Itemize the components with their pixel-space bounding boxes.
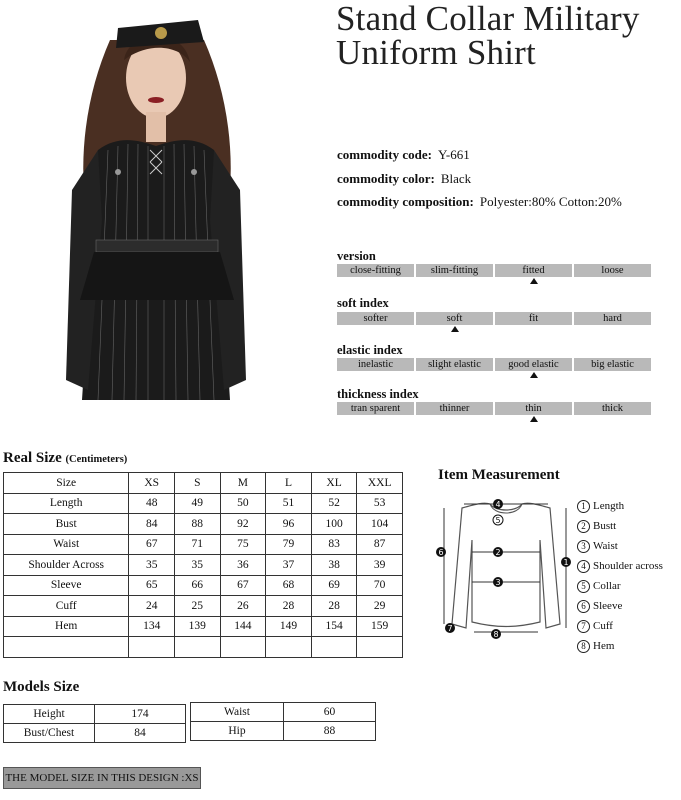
table-cell: 39 (357, 555, 403, 576)
index-soft-label: soft index (337, 296, 389, 310)
spec-color (337, 171, 471, 187)
svg-text:8: 8 (493, 630, 499, 639)
table-cell: 25 (174, 596, 220, 617)
product-title (336, 2, 640, 70)
table-cell: Cuff (4, 596, 129, 617)
table-cell: Hip (191, 722, 284, 741)
svg-text:6: 6 (438, 548, 444, 557)
index-option: thinner (416, 402, 493, 415)
table-cell: 29 (357, 596, 403, 617)
table-cell: Hem (4, 616, 129, 637)
table-cell: 84 (129, 514, 175, 535)
table-cell: 139 (174, 616, 220, 637)
spec-code-value: Y-661 (437, 147, 470, 162)
legend-item (577, 616, 663, 636)
table-header-row (4, 473, 403, 494)
legend-number: 8 (577, 640, 590, 653)
index-thickness-bar (337, 402, 651, 415)
table-row (4, 724, 186, 743)
table-cell: 79 (266, 534, 312, 555)
table-cell: 144 (220, 616, 266, 637)
measurement-legend (577, 496, 663, 656)
table-cell (174, 637, 220, 658)
table-row (4, 705, 186, 724)
legend-number: 4 (577, 560, 590, 573)
table-header-cell: S (174, 473, 220, 494)
legend-label: Cuff (593, 620, 613, 632)
table-row (191, 703, 376, 722)
index-option: slight elastic (416, 358, 493, 371)
table-row (191, 722, 376, 741)
table-cell: 24 (129, 596, 175, 617)
legend-item (577, 536, 663, 556)
table-cell: 92 (220, 514, 266, 535)
table-header-cell: XXL (357, 473, 403, 494)
selected-marker-icon (530, 416, 538, 422)
svg-text:3: 3 (495, 578, 501, 587)
selected-marker-icon (530, 278, 538, 284)
legend-number: 5 (577, 580, 590, 593)
table-cell: 26 (220, 596, 266, 617)
spec-composition (337, 194, 622, 210)
spec-code-label: commodity code: (337, 147, 432, 162)
table-cell: 68 (266, 575, 312, 596)
table-cell: 53 (357, 493, 403, 514)
index-option-selected: fitted (495, 264, 572, 277)
table-cell: 67 (220, 575, 266, 596)
shirt-diagram (436, 496, 576, 646)
table-cell: 88 (284, 722, 376, 741)
legend-item (577, 576, 663, 596)
table-cell: Shoulder Across (4, 555, 129, 576)
table-cell: 174 (95, 705, 186, 724)
index-version-bar (337, 264, 651, 277)
table-cell: 50 (220, 493, 266, 514)
legend-label: Collar (593, 580, 621, 592)
table-cell (311, 637, 357, 658)
svg-text:7: 7 (447, 624, 453, 633)
model-size-note: THE MODEL SIZE IN THIS DESIGN :XS (3, 767, 201, 789)
spec-code (337, 147, 470, 163)
selected-marker-icon (530, 372, 538, 378)
table-cell: 65 (129, 575, 175, 596)
legend-label: Shoulder across (593, 560, 663, 572)
table-cell (129, 637, 175, 658)
legend-item (577, 636, 663, 656)
table-header-cell: L (266, 473, 312, 494)
index-soft-bar (337, 312, 651, 325)
svg-text:4: 4 (495, 500, 501, 509)
legend-number: 7 (577, 620, 590, 633)
table-cell: 134 (129, 616, 175, 637)
table-cell: 154 (311, 616, 357, 637)
legend-label: Bustt (593, 520, 617, 532)
table-cell: 88 (174, 514, 220, 535)
table-cell: 69 (311, 575, 357, 596)
index-option-selected: good elastic (495, 358, 572, 371)
index-option: fit (495, 312, 572, 325)
legend-number: 6 (577, 600, 590, 613)
table-cell: Bust (4, 514, 129, 535)
table-cell (4, 637, 129, 658)
table-cell: 159 (357, 616, 403, 637)
legend-number: 1 (577, 500, 590, 513)
index-elastic-label: elastic index (337, 343, 403, 357)
table-cell: Height (4, 705, 95, 724)
table-cell: 28 (311, 596, 357, 617)
product-photo (58, 0, 254, 420)
table-cell: 104 (357, 514, 403, 535)
table-cell: 84 (95, 724, 186, 743)
table-cell: 49 (174, 493, 220, 514)
index-option-selected: thin (495, 402, 572, 415)
real-size-heading: Real Size (Centimeters) (3, 450, 128, 466)
table-cell: Sleeve (4, 575, 129, 596)
table-cell: 36 (220, 555, 266, 576)
table-cell (357, 637, 403, 658)
index-option: thick (574, 402, 651, 415)
table-cell: 66 (174, 575, 220, 596)
table-header-cell: Size (4, 473, 129, 494)
table-header-cell: XS (129, 473, 175, 494)
legend-number: 2 (577, 520, 590, 533)
table-row (4, 493, 403, 514)
legend-label: Sleeve (593, 600, 623, 612)
table-cell: 28 (266, 596, 312, 617)
table-cell: 52 (311, 493, 357, 514)
spec-color-label: commodity color: (337, 171, 435, 186)
product-title-line2: Uniform Shirt (336, 33, 536, 72)
index-option: softer (337, 312, 414, 325)
index-option-selected: soft (416, 312, 493, 325)
table-header-cell: M (220, 473, 266, 494)
table-cell: 37 (266, 555, 312, 576)
svg-text:1: 1 (563, 558, 569, 567)
real-size-unit: (Centimeters) (65, 454, 128, 465)
svg-text:2: 2 (495, 548, 501, 557)
table-cell: 48 (129, 493, 175, 514)
legend-item (577, 596, 663, 616)
index-option: hard (574, 312, 651, 325)
spec-color-value: Black (440, 171, 472, 186)
spec-composition-label: commodity composition: (337, 194, 474, 209)
legend-number: 3 (577, 540, 590, 553)
index-option: big elastic (574, 358, 651, 371)
table-row (4, 555, 403, 576)
index-elastic-bar (337, 358, 651, 371)
selected-marker-icon (451, 326, 459, 332)
index-version-label: version (337, 249, 376, 263)
table-row (4, 514, 403, 535)
index-option: close-fitting (337, 264, 414, 277)
index-option: tran sparent (337, 402, 414, 415)
table-cell: 38 (311, 555, 357, 576)
table-row (4, 637, 403, 658)
table-cell: 83 (311, 534, 357, 555)
models-size-table-left (3, 704, 186, 743)
table-row (4, 575, 403, 596)
table-cell: Length (4, 493, 129, 514)
table-header-cell: XL (311, 473, 357, 494)
table-row (4, 534, 403, 555)
table-cell: 75 (220, 534, 266, 555)
index-option: slim-fitting (416, 264, 493, 277)
table-cell: Waist (4, 534, 129, 555)
table-cell (266, 637, 312, 658)
models-size-table-right (190, 702, 376, 741)
product-title-line1: Stand Collar Military (336, 0, 640, 38)
table-row (4, 616, 403, 637)
table-cell: Bust/Chest (4, 724, 95, 743)
table-cell: 35 (129, 555, 175, 576)
index-thickness-label: thickness index (337, 387, 419, 401)
index-option: loose (574, 264, 651, 277)
table-cell: 100 (311, 514, 357, 535)
table-cell: 51 (266, 493, 312, 514)
table-cell: 60 (284, 703, 376, 722)
table-cell: Waist (191, 703, 284, 722)
legend-item (577, 556, 663, 576)
table-cell: 35 (174, 555, 220, 576)
models-size-heading: Models Size (3, 679, 80, 695)
spec-composition-value: Polyester:80% Cotton:20% (479, 194, 622, 209)
legend-item (577, 516, 663, 536)
table-cell: 71 (174, 534, 220, 555)
legend-label: Waist (593, 540, 618, 552)
real-size-table (3, 472, 403, 658)
table-cell (220, 637, 266, 658)
svg-text:5: 5 (495, 516, 501, 525)
item-measurement-heading: Item Measurement (438, 467, 560, 483)
table-cell: 70 (357, 575, 403, 596)
legend-label: Length (593, 500, 625, 512)
table-cell: 96 (266, 514, 312, 535)
index-option: inelastic (337, 358, 414, 371)
table-cell: 67 (129, 534, 175, 555)
table-row (4, 596, 403, 617)
legend-item (577, 496, 663, 516)
table-cell: 149 (266, 616, 312, 637)
table-cell: 87 (357, 534, 403, 555)
legend-label: Hem (593, 640, 615, 652)
